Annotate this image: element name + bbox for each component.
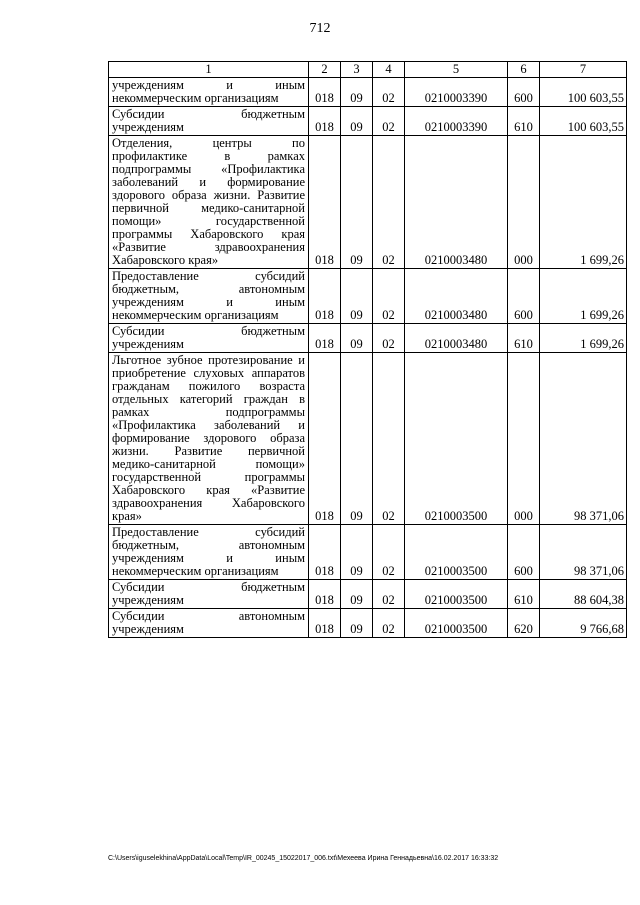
amount-cell: 1 699,26 [540, 324, 627, 353]
column-header: 4 [373, 62, 405, 78]
target-article-cell: 0210003500 [405, 353, 508, 525]
expense-type-cell: 600 [508, 269, 540, 324]
amount-cell: 98 371,06 [540, 353, 627, 525]
table-body [109, 78, 627, 638]
subsection-code-cell: 02 [373, 353, 405, 525]
table-row [109, 580, 627, 609]
table-header-row [109, 62, 627, 78]
amount-cell: 88 604,38 [540, 580, 627, 609]
expense-type-cell: 000 [508, 136, 540, 269]
table-row [109, 525, 627, 580]
ministry-code-cell: 018 [309, 107, 341, 136]
table-row [109, 609, 627, 638]
ministry-code-cell: 018 [309, 580, 341, 609]
row-name-cell: Льготное зубное протезирование и приобретение слуховых аппаратов гражданам пожилого возраста отдельных категорий граждан в рамках подпрограммы «Профилактика заболеваний и формирование здорового образа жизни. Развитие первичной медико-санитарной помощи» государственной программы Хабаровского края «Развитие здравоохранения Хабаровского края» [109, 353, 309, 525]
subsection-code-cell: 02 [373, 136, 405, 269]
target-article-cell: 0210003480 [405, 136, 508, 269]
section-code-cell: 09 [341, 136, 373, 269]
row-name-cell: Отделения, центры по профилактике в рамках подпрограммы «Профилактика заболеваний и формирование здорового образа жизни. Развитие первичной медико-санитарной помощи» государственной программы Хабаровского края «Развитие здравоохранения Хабаровского края» [109, 136, 309, 269]
subsection-code-cell: 02 [373, 107, 405, 136]
section-code-cell: 09 [341, 609, 373, 638]
column-header: 2 [309, 62, 341, 78]
target-article-cell: 0210003500 [405, 525, 508, 580]
section-code-cell: 09 [341, 525, 373, 580]
subsection-code-cell: 02 [373, 324, 405, 353]
expense-type-cell: 610 [508, 580, 540, 609]
budget-table [108, 61, 627, 638]
table-row [109, 107, 627, 136]
row-name-cell: Субсидии бюджетным учреждениям [109, 580, 309, 609]
column-header: 1 [109, 62, 309, 78]
amount-cell: 1 699,26 [540, 269, 627, 324]
section-code-cell: 09 [341, 353, 373, 525]
subsection-code-cell: 02 [373, 580, 405, 609]
ministry-code-cell: 018 [309, 609, 341, 638]
ministry-code-cell: 018 [309, 136, 341, 269]
target-article-cell: 0210003390 [405, 107, 508, 136]
column-header: 6 [508, 62, 540, 78]
column-header: 3 [341, 62, 373, 78]
ministry-code-cell: 018 [309, 78, 341, 107]
expense-type-cell: 610 [508, 107, 540, 136]
ministry-code-cell: 018 [309, 324, 341, 353]
row-name-cell: Субсидии бюджетным учреждениям [109, 107, 309, 136]
table-row [109, 269, 627, 324]
ministry-code-cell: 018 [309, 525, 341, 580]
row-name-cell: Предоставление субсидий бюджетным, автономным учреждениям и иным некоммерческим организациям [109, 525, 309, 580]
expense-type-cell: 600 [508, 525, 540, 580]
subsection-code-cell: 02 [373, 78, 405, 107]
target-article-cell: 0210003480 [405, 324, 508, 353]
target-article-cell: 0210003480 [405, 269, 508, 324]
amount-cell: 100 603,55 [540, 78, 627, 107]
amount-cell: 9 766,68 [540, 609, 627, 638]
subsection-code-cell: 02 [373, 269, 405, 324]
expense-type-cell: 620 [508, 609, 540, 638]
section-code-cell: 09 [341, 78, 373, 107]
row-name-cell: учреждениям и иным некоммерческим организациям [109, 78, 309, 107]
subsection-code-cell: 02 [373, 609, 405, 638]
ministry-code-cell: 018 [309, 269, 341, 324]
file-path-footer: C:\Users\iguselekhina\AppData\Local\Temp\IR_00245_15022017_006.txt\Мехеева Ирина Геннадьевна\16.02.2017 16:33:32 [108, 855, 499, 862]
section-code-cell: 09 [341, 580, 373, 609]
table-row [109, 353, 627, 525]
page-number: 712 [309, 21, 331, 36]
section-code-cell: 09 [341, 107, 373, 136]
row-name-cell: Субсидии автономным учреждениям [109, 609, 309, 638]
amount-cell: 1 699,26 [540, 136, 627, 269]
target-article-cell: 0210003390 [405, 78, 508, 107]
target-article-cell: 0210003500 [405, 580, 508, 609]
row-name-cell: Субсидии бюджетным учреждениям [109, 324, 309, 353]
table-row [109, 324, 627, 353]
expense-type-cell: 600 [508, 78, 540, 107]
expense-type-cell: 000 [508, 353, 540, 525]
amount-cell: 98 371,06 [540, 525, 627, 580]
table-row [109, 136, 627, 269]
section-code-cell: 09 [341, 324, 373, 353]
subsection-code-cell: 02 [373, 525, 405, 580]
target-article-cell: 0210003500 [405, 609, 508, 638]
table-row [109, 78, 627, 107]
expense-type-cell: 610 [508, 324, 540, 353]
amount-cell: 100 603,55 [540, 107, 627, 136]
row-name-cell: Предоставление субсидий бюджетным, автономным учреждениям и иным некоммерческим организациям [109, 269, 309, 324]
column-header: 5 [405, 62, 508, 78]
section-code-cell: 09 [341, 269, 373, 324]
column-header: 7 [540, 62, 627, 78]
ministry-code-cell: 018 [309, 353, 341, 525]
